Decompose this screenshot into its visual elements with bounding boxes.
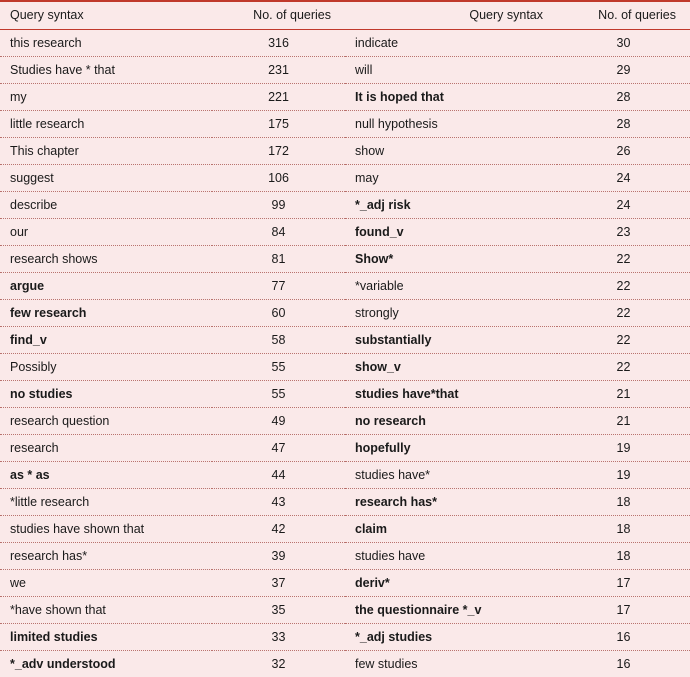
query-syntax-cell-left: find_v xyxy=(0,327,212,354)
query-count-cell-left: 47 xyxy=(212,435,345,462)
query-count-cell-left: 58 xyxy=(212,327,345,354)
query-syntax-cell-right: strongly xyxy=(345,300,557,327)
table-row xyxy=(0,408,690,435)
query-count-cell-right: 21 xyxy=(557,381,690,408)
query-syntax-cell-left: studies have shown that xyxy=(0,516,212,543)
query-syntax-cell-left: research shows xyxy=(0,246,212,273)
query-syntax-cell-left: as * as xyxy=(0,462,212,489)
table-row xyxy=(0,597,690,624)
table-body xyxy=(0,30,690,677)
query-count-cell-left: 35 xyxy=(212,597,345,624)
query-count-cell-right: 22 xyxy=(557,300,690,327)
table-row xyxy=(0,138,690,165)
query-syntax-cell-left: research xyxy=(0,435,212,462)
query-syntax-cell-right: *variable xyxy=(345,273,557,300)
table-row xyxy=(0,84,690,111)
query-count-cell-left: 33 xyxy=(212,624,345,651)
column-header-query-syntax-1: Query syntax xyxy=(0,2,212,30)
table-header xyxy=(0,2,690,30)
column-header-no-of-queries-1: No. of queries xyxy=(212,2,345,30)
query-syntax-cell-left: argue xyxy=(0,273,212,300)
query-count-cell-right: 18 xyxy=(557,543,690,570)
query-count-cell-left: 316 xyxy=(212,30,345,57)
table-row xyxy=(0,327,690,354)
query-count-cell-left: 175 xyxy=(212,111,345,138)
table-row xyxy=(0,192,690,219)
table-row xyxy=(0,624,690,651)
table-row xyxy=(0,435,690,462)
query-syntax-table xyxy=(0,2,690,677)
query-syntax-cell-right: Show* xyxy=(345,246,557,273)
query-syntax-cell-right: found_v xyxy=(345,219,557,246)
column-header-no-of-queries-2: No. of queries xyxy=(557,2,690,30)
table-row xyxy=(0,570,690,597)
query-count-cell-left: 84 xyxy=(212,219,345,246)
query-count-cell-right: 16 xyxy=(557,651,690,677)
query-syntax-cell-right: studies have*that xyxy=(345,381,557,408)
query-count-cell-right: 21 xyxy=(557,408,690,435)
query-count-cell-left: 106 xyxy=(212,165,345,192)
query-count-cell-right: 16 xyxy=(557,624,690,651)
query-syntax-cell-right: studies have xyxy=(345,543,557,570)
query-syntax-cell-left: few research xyxy=(0,300,212,327)
query-count-cell-right: 19 xyxy=(557,462,690,489)
query-syntax-cell-right: show xyxy=(345,138,557,165)
query-syntax-cell-right: may xyxy=(345,165,557,192)
query-syntax-cell-left: *have shown that xyxy=(0,597,212,624)
query-count-cell-right: 22 xyxy=(557,354,690,381)
query-syntax-cell-right: show_v xyxy=(345,354,557,381)
query-syntax-cell-right: hopefully xyxy=(345,435,557,462)
query-syntax-cell-right: indicate xyxy=(345,30,557,57)
table-row xyxy=(0,273,690,300)
table-row xyxy=(0,516,690,543)
query-syntax-cell-left: our xyxy=(0,219,212,246)
query-syntax-cell-right: the questionnaire *_v xyxy=(345,597,557,624)
query-count-cell-left: 60 xyxy=(212,300,345,327)
query-count-cell-left: 49 xyxy=(212,408,345,435)
query-count-cell-left: 77 xyxy=(212,273,345,300)
query-syntax-cell-right: *_adj risk xyxy=(345,192,557,219)
query-syntax-cell-left: *little research xyxy=(0,489,212,516)
query-count-cell-right: 17 xyxy=(557,597,690,624)
table-row xyxy=(0,651,690,677)
query-count-cell-right: 29 xyxy=(557,57,690,84)
query-count-cell-left: 81 xyxy=(212,246,345,273)
query-count-cell-left: 39 xyxy=(212,543,345,570)
query-count-cell-right: 22 xyxy=(557,327,690,354)
query-count-cell-right: 18 xyxy=(557,489,690,516)
query-syntax-cell-right: It is hoped that xyxy=(345,84,557,111)
query-count-cell-right: 19 xyxy=(557,435,690,462)
table-row xyxy=(0,246,690,273)
query-count-cell-left: 221 xyxy=(212,84,345,111)
query-syntax-cell-right: research has* xyxy=(345,489,557,516)
query-syntax-cell-left: describe xyxy=(0,192,212,219)
query-syntax-cell-right: claim xyxy=(345,516,557,543)
query-count-cell-left: 55 xyxy=(212,354,345,381)
query-count-cell-left: 37 xyxy=(212,570,345,597)
query-syntax-cell-left: limited studies xyxy=(0,624,212,651)
column-header-query-syntax-2: Query syntax xyxy=(345,2,557,30)
query-syntax-cell-left: little research xyxy=(0,111,212,138)
table-row xyxy=(0,57,690,84)
query-syntax-cell-right: *_adj studies xyxy=(345,624,557,651)
query-count-cell-left: 99 xyxy=(212,192,345,219)
query-syntax-cell-right: deriv* xyxy=(345,570,557,597)
table-row xyxy=(0,30,690,57)
query-count-cell-left: 44 xyxy=(212,462,345,489)
query-syntax-cell-right: few studies xyxy=(345,651,557,677)
query-count-cell-right: 23 xyxy=(557,219,690,246)
query-count-cell-right: 22 xyxy=(557,246,690,273)
query-count-cell-left: 231 xyxy=(212,57,345,84)
query-syntax-cell-left: Possibly xyxy=(0,354,212,381)
table-row xyxy=(0,219,690,246)
table-row xyxy=(0,111,690,138)
query-syntax-cell-left: research question xyxy=(0,408,212,435)
query-count-cell-right: 28 xyxy=(557,84,690,111)
table-row xyxy=(0,462,690,489)
query-count-cell-right: 22 xyxy=(557,273,690,300)
table-header-row xyxy=(0,2,690,30)
query-syntax-cell-right: substantially xyxy=(345,327,557,354)
table-row xyxy=(0,543,690,570)
query-count-cell-right: 24 xyxy=(557,192,690,219)
table-row xyxy=(0,354,690,381)
query-count-cell-right: 28 xyxy=(557,111,690,138)
query-syntax-cell-left: research has* xyxy=(0,543,212,570)
query-count-cell-right: 17 xyxy=(557,570,690,597)
table-row xyxy=(0,300,690,327)
query-count-cell-right: 26 xyxy=(557,138,690,165)
table-row xyxy=(0,381,690,408)
query-syntax-cell-right: no research xyxy=(345,408,557,435)
query-syntax-cell-left: my xyxy=(0,84,212,111)
query-syntax-cell-left: *_adv understood xyxy=(0,651,212,677)
query-count-cell-right: 24 xyxy=(557,165,690,192)
query-syntax-cell-left: no studies xyxy=(0,381,212,408)
query-count-cell-left: 55 xyxy=(212,381,345,408)
query-count-cell-left: 42 xyxy=(212,516,345,543)
query-count-cell-left: 32 xyxy=(212,651,345,677)
query-count-cell-left: 172 xyxy=(212,138,345,165)
query-syntax-cell-left: suggest xyxy=(0,165,212,192)
query-count-cell-right: 18 xyxy=(557,516,690,543)
query-syntax-cell-right: studies have* xyxy=(345,462,557,489)
query-syntax-cell-left: we xyxy=(0,570,212,597)
query-count-cell-left: 43 xyxy=(212,489,345,516)
table-row xyxy=(0,165,690,192)
query-syntax-cell-left: This chapter xyxy=(0,138,212,165)
query-syntax-cell-left: this research xyxy=(0,30,212,57)
query-count-cell-right: 30 xyxy=(557,30,690,57)
query-syntax-cell-left: Studies have * that xyxy=(0,57,212,84)
query-syntax-cell-right: will xyxy=(345,57,557,84)
query-syntax-cell-right: null hypothesis xyxy=(345,111,557,138)
table-row xyxy=(0,489,690,516)
